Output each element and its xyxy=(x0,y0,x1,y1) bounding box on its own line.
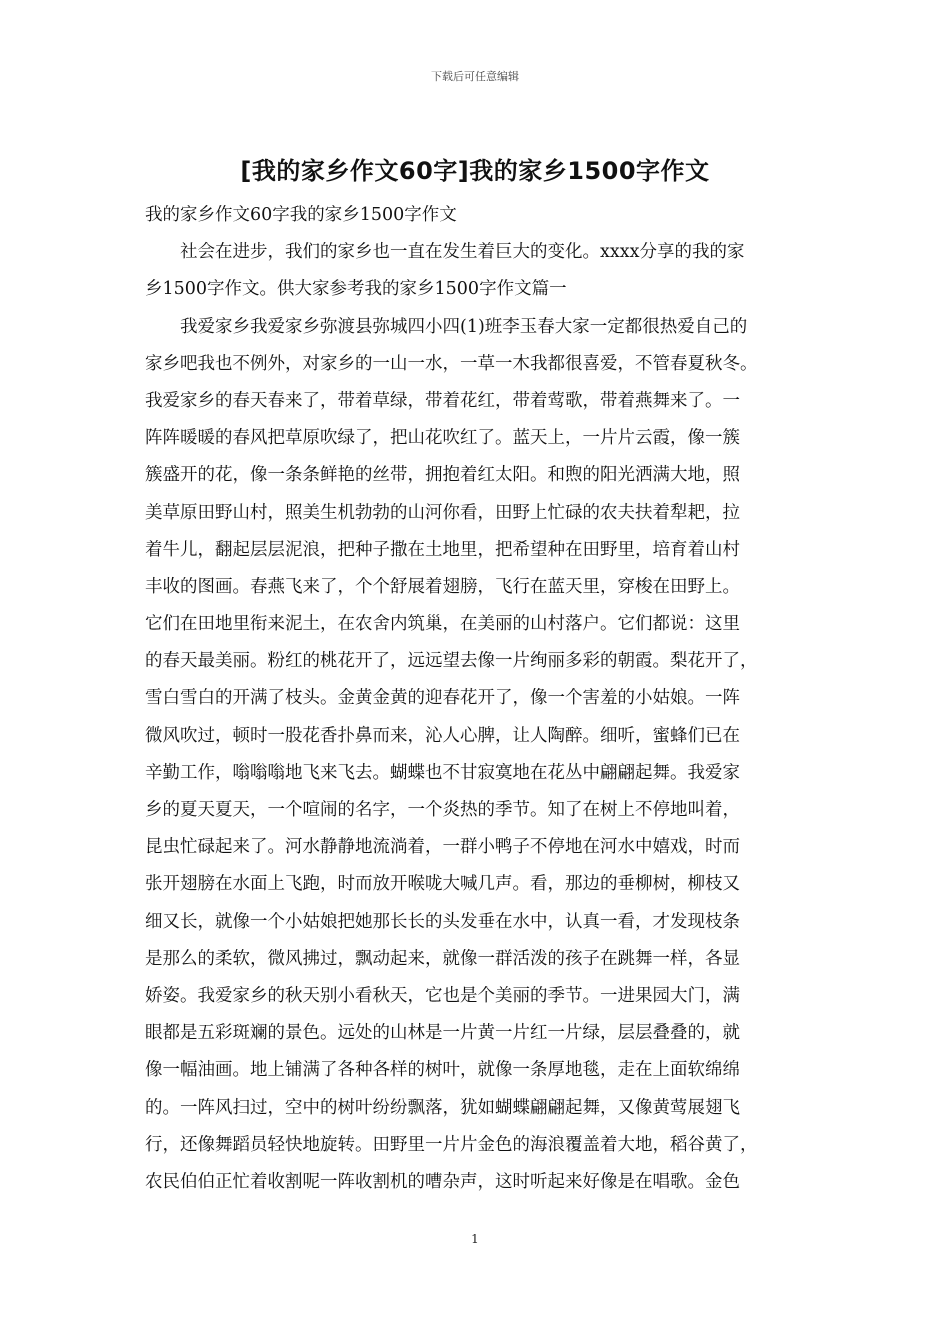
body-line: 着牛儿，翻起层层泥浪，把种子撒在土地里，把希望种在田野里，培育着山村 xyxy=(145,539,740,560)
body-line: 社会在进步，我们的家乡也一直在发生着巨大的变化。xxxx分享的我的家 xyxy=(145,242,745,263)
body-line: 乡1500字作文。供大家参考我的家乡1500字作文篇一 xyxy=(145,279,567,300)
body-line: 簇盛开的花，像一条条鲜艳的丝带，拥抱着红太阳。和煦的阳光洒满大地，照 xyxy=(145,465,740,486)
page-header-note: 下载后可任意编辑 xyxy=(431,70,519,83)
body-line: 雪白雪白的开满了枝头。金黄金黄的迎春花开了，像一个害羞的小姑娘。一阵 xyxy=(145,688,740,709)
page-number: 1 xyxy=(471,1232,479,1246)
body-line: 我的家乡作文60字我的家乡1500字作文 xyxy=(145,205,457,225)
body-line: 的。一阵风扫过，空中的树叶纷纷飘落，犹如蝴蝶翩翩起舞，又像黄莺展翅飞 xyxy=(145,1097,740,1118)
body-line: 娇姿。我爱家乡的秋天别小看秋天，它也是个美丽的季节。一进果园大门，满 xyxy=(145,985,740,1006)
body-line: 的春天最美丽。粉红的桃花开了，远远望去像一片绚丽多彩的朝霞。梨花开了， xyxy=(145,651,758,672)
body-line: 我爱家乡的春天春来了，带着草绿，带着花红，带着莺歌，带着燕舞来了。一 xyxy=(145,390,740,411)
body-line: 辛勤工作，嗡嗡嗡地飞来飞去。蝴蝶也不甘寂寞地在花丛中翩翩起舞。我爱家 xyxy=(145,762,740,783)
body-line: 眼都是五彩斑斓的景色。远处的山林是一片黄一片红一片绿，层层叠叠的，就 xyxy=(145,1023,740,1044)
body-line: 阵阵暖暖的春风把草原吹绿了，把山花吹红了。蓝天上，一片片云霞，像一簇 xyxy=(145,428,740,449)
body-line: 行，还像舞蹈员轻快地旋转。田野里一片片金色的海浪覆盖着大地，稻谷黄了， xyxy=(145,1134,758,1155)
body-line: 是那么的柔软，微风拂过，飘动起来，就像一群活泼的孩子在跳舞一样，各显 xyxy=(145,948,740,969)
document-title: [我的家乡作文60字]我的家乡1500字作文 xyxy=(240,157,710,185)
body-line: 昆虫忙碌起来了。河水静静地流淌着，一群小鸭子不停地在河水中嬉戏，时而 xyxy=(145,837,740,858)
body-line: 乡的夏天夏天，一个喧闹的名字，一个炎热的季节。知了在树上不停地叫着， xyxy=(145,800,740,820)
body-line: 张开翅膀在水面上飞跑，时而放开喉咙大喊几声。看，那边的垂柳树，柳枝又 xyxy=(145,874,740,895)
body-line: 像一幅油画。地上铺满了各种各样的树叶，就像一条厚地毯，走在上面软绵绵 xyxy=(145,1060,740,1081)
body-line: 家乡吧我也不例外，对家乡的一山一水，一草一木我都很喜爱，不管春夏秋冬。 xyxy=(145,353,758,374)
body-line: 农民伯伯正忙着收割呢一阵收割机的嘈杂声，这时听起来好像是在唱歌。金色 xyxy=(145,1171,740,1192)
body-line: 细又长，就像一个小姑娘把她那长长的头发垂在水中，认真一看，才发现枝条 xyxy=(145,911,740,932)
body-line: 我爱家乡我爱家乡弥渡县弥城四小四(1)班李玉春大家一定都很热爱自己的 xyxy=(145,316,748,337)
body-line: 微风吹过，顿时一股花香扑鼻而来，沁人心脾，让人陶醉。细听，蜜蜂们已在 xyxy=(145,725,740,746)
body-line: 丰收的图画。春燕飞来了，个个舒展着翅膀，飞行在蓝天里，穿梭在田野上。 xyxy=(145,576,740,597)
body-line: 美草原田野山村，照美生机勃勃的山河你看，田野上忙碌的农夫扶着犁耙，拉 xyxy=(145,502,740,523)
document-body xyxy=(145,197,820,1201)
body-line: 它们在田地里衔来泥土，在农舍内筑巢，在美丽的山村落户。它们都说：这里 xyxy=(145,614,740,635)
